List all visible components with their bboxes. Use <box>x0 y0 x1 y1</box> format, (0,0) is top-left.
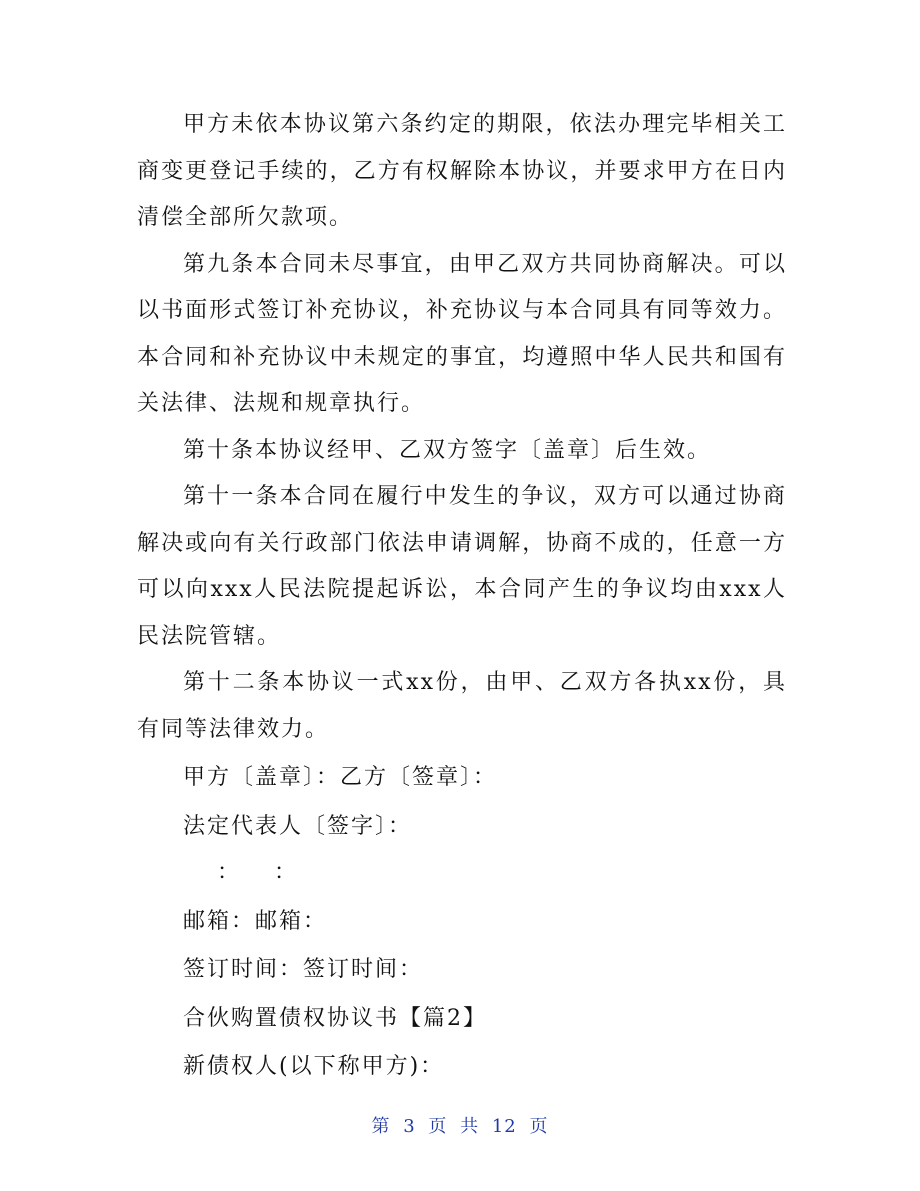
page-number-footer: 第 3 页 共 12 页 <box>371 1116 549 1137</box>
legal-representative-line: 法定代表人〔签字〕： <box>183 813 413 839</box>
paragraph-clause-8-termination: 甲方未依本协议第六条约定的期限，依法办理完毕相关工商变更登记手续的，乙方有权解除本协议，并要求甲方在日内清偿全部所欠款项。 <box>137 112 787 230</box>
section-title: 合伙购置债权协议书【篇2】 <box>183 1005 487 1031</box>
paragraph-clause-12: 第十二条本协议一式xx份，由甲、乙双方各执xx份，具有同等法律效力。 <box>137 670 787 742</box>
paragraph-clause-11: 第十一条本合同在履行中发生的争议，双方可以通过协商解决或向有关行政部门依法申请调解，协商不成的，任意一方可以向xxx人民法院提起诉讼，本合同产生的争议均由xxx人民法院管辖。 <box>137 484 787 649</box>
signing-time-line: 签订时间：签订时间： <box>183 957 424 982</box>
email-line: 邮箱：邮箱： <box>183 908 328 934</box>
blank-colon-line: ： ： <box>217 860 296 885</box>
paragraph-clause-9: 第九条本合同未尽事宜，由甲乙双方共同协商解决。可以以书面形式签订补充协议，补充协议与本合同具有同等效力。本合同和补充协议中未规定的事宜，均遵照中华人民共和国有关法律、法规和规章执行。 <box>137 251 787 416</box>
new-creditor-line: 新债权人(以下称甲方)： <box>183 1054 445 1079</box>
paragraph-clause-10: 第十条本协议经甲、乙双方签字〔盖章〕后生效。 <box>183 437 712 463</box>
signature-parties-line: 甲方〔盖章〕：乙方〔签章〕： <box>183 765 498 790</box>
document-body <box>137 102 787 1091</box>
